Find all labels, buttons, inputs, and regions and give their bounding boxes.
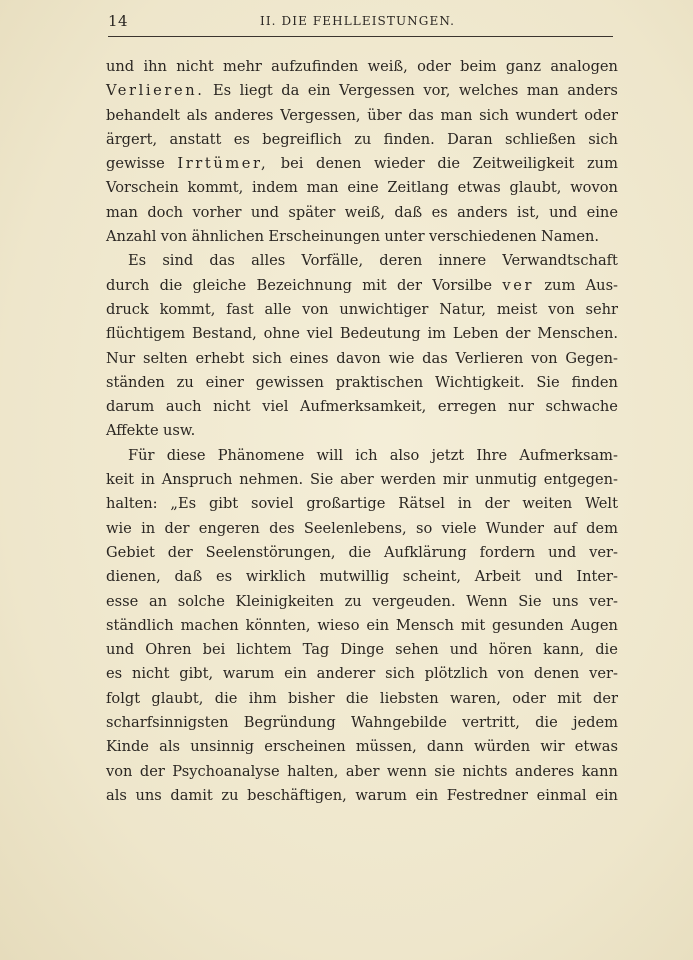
- text-line: Vorschein kommt, indem man eine Zeitlang etwas glaubt, wovon: [106, 179, 618, 197]
- text-line: Es sind das alles Vorfälle, deren innere Verwandtschaft: [128, 252, 618, 270]
- text-line: folgt glaubt, die ihm bisher die liebsten waren, oder mit der: [106, 689, 618, 707]
- text-line: halten: „Es gibt soviel großartige Rätsel in der weiten Welt: [106, 495, 618, 513]
- body-text: [106, 55, 618, 808]
- text-line: darum auch nicht viel Aufmerksamkeit, erregen nur schwache: [106, 398, 618, 416]
- text-line: es nicht gibt, warum ein anderer sich plötzlich von denen ver-: [106, 665, 618, 683]
- text-line: Anzahl von ähnlichen Erscheinungen unter verschiedenen Namen.: [106, 228, 600, 246]
- text-line: und ihn nicht mehr aufzufinden weiß, oder beim ganz analogen: [106, 58, 618, 75]
- text-line: ständlich machen könnten, wieso ein Mensch mit gesunden Augen: [106, 616, 618, 634]
- text-line: Kinde als unsinnig erscheinen müssen, dann würden wir etwas: [106, 738, 618, 756]
- text-line: Nur selten erhebt sich eines davon wie das Verlieren von Gegen-: [106, 349, 618, 367]
- text-line: wie in der engeren des Seelenlebens, so viele Wunder auf dem: [106, 519, 618, 537]
- text-line: Verlieren. Es liegt da ein Vergessen vor, welches man anders: [106, 82, 618, 100]
- text-line: dienen, daß es wirklich mutwillig scheint, Arbeit und Inter-: [106, 568, 618, 586]
- running-head: II. DIE FEHLLEISTUNGEN.: [260, 14, 456, 28]
- text-line: esse an solche Kleinigkeiten zu vergeuden. Wenn Sie uns ver-: [106, 592, 618, 610]
- text-line: und Ohren bei lichtem Tag Dinge sehen und hören kann, die: [106, 641, 618, 659]
- page-header: [108, 8, 613, 37]
- text-line: behandelt als anderes Vergessen, über das man sich wundert oder: [106, 106, 618, 124]
- text-line: von der Psychoanalyse halten, aber wenn sie nichts anderes kann: [106, 762, 618, 780]
- text-line: ärgert, anstatt es begreiflich zu finden. Daran schließen sich: [106, 130, 618, 148]
- text-line: flüchtigem Bestand, ohne viel Bedeutung im Leben der Menschen.: [106, 325, 618, 343]
- text-line: ständen zu einer gewissen praktischen Wichtigkeit. Sie finden: [106, 373, 618, 391]
- text-line: keit in Anspruch nehmen. Sie aber werden mir unmutig entgegen-: [106, 471, 618, 489]
- text-line: Gebiet der Seelenstörungen, die Aufklärung fordern und ver-: [106, 543, 618, 561]
- text-line: scharfsinnigsten Begründung Wahngebilde vertritt, die jedem: [106, 714, 618, 732]
- text-line: Affekte usw.: [106, 422, 196, 440]
- text-line: man doch vorher und später weiß, daß es anders ist, und eine: [106, 203, 618, 221]
- text-line: druck kommt, fast alle von unwichtiger Natur, meist von sehr: [106, 300, 618, 318]
- text-line: durch die gleiche Bezeichnung mit der Vorsilbe ver zum Aus-: [106, 276, 618, 294]
- text-line: als uns damit zu beschäftigen, warum ein Festredner einmal ein: [106, 786, 618, 804]
- text-line: Für diese Phänomene will ich also jetzt Ihre Aufmerksam-: [128, 446, 618, 464]
- page-number: 14: [108, 12, 129, 30]
- text-line: gewisse Irrtümer, bei denen wieder die Zeitweiligkeit zum: [106, 155, 618, 173]
